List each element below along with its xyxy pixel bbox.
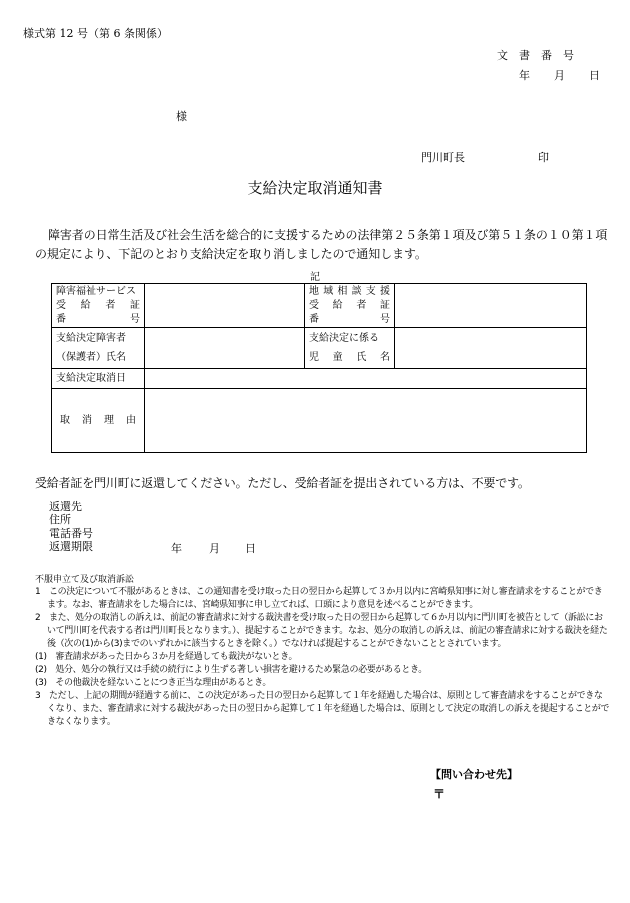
date-day: 日 <box>589 69 600 82</box>
date-year: 年 <box>519 69 530 82</box>
cancel-date-label: 支給決定取消日 <box>52 369 145 389</box>
certificate-number-row <box>52 284 587 328</box>
return-deadline: 返還期限 <box>49 540 93 553</box>
label-line: 取消理由 <box>60 414 136 426</box>
note-2: 2 また、処分の取消しの訴えは、前記の審査請求に対する裁決書を受け取った日の翌日から起算して６か月以内に門川町を被告として（訴訟において門川町を代表する者は門川町長となります。）、提起することができます。なお、処分の取消しの訴えは、前記の審査請求に対する裁決を経た後（次の(1)から(3)までのいずれかに該当するときを除く。）でなければ提起することができないこととされています。 <box>35 613 608 649</box>
child-value <box>395 328 587 369</box>
label-line: 番号 <box>56 313 140 325</box>
child-label <box>305 328 395 369</box>
note-1: 1 この決定について不服があるときは、この通知書を受け取った日の翌日から起算して３か月以内に宮崎県知事に対し審査請求をすることができます。なお、審査請求をした場合には、宮崎県知事に申し立てれば、口頭により意見を述べることができます。 <box>35 587 603 610</box>
label-line: 番号 <box>309 313 390 325</box>
addressee-suffix: 様 <box>176 110 187 123</box>
label-line: 受給者証 <box>309 299 390 311</box>
return-notice: 受給者証を門川町に返還してください。ただし、受給者証を提出されている方は、不要です。 <box>35 476 530 490</box>
reason-label <box>52 389 145 453</box>
date-month: 月 <box>554 69 565 82</box>
label-line: 児童氏名 <box>309 352 390 363</box>
appeal-heading: 不服申立て及び取消訴訟 <box>35 575 135 585</box>
deadline-month: 月 <box>209 542 220 555</box>
label-line: （保護者）氏名 <box>56 352 126 363</box>
consult-cert-value <box>395 284 587 328</box>
note-2-sub-1: (1) 審査請求があった日から３か月を経過しても裁決がないとき。 <box>35 652 298 662</box>
deadline-year: 年 <box>171 542 182 555</box>
cancel-date-value <box>145 369 587 389</box>
reason-value <box>145 389 587 453</box>
note-3: 3 ただし、上記の期間が経過する前に、この決定があった日の翌日から起算して１年を経過した場合は、原則として審査請求をすることができなくなり、また、審査請求に対する裁決があった日の翌日から起算して１年を経過した場合は、原則として決定の取消しの訴えを提起することができなくなります。 <box>35 691 610 727</box>
label-line: 地域相談支援 <box>309 285 390 297</box>
return-phone: 電話番号 <box>49 527 93 540</box>
ki-mark: 記 <box>310 272 320 283</box>
document-number-label: 文書番号 <box>497 49 585 62</box>
return-destination: 返還先 <box>49 500 82 513</box>
note-2-sub-2: (2) 処分、処分の執行又は手続の続行により生ずる著しい損害を避けるため緊急の必要があるとき。 <box>35 665 427 675</box>
reason-row <box>52 389 587 453</box>
seal-mark: 印 <box>538 151 549 164</box>
label-line: 障害福祉サービス <box>56 285 136 297</box>
label-line: 支給決定障害者 <box>56 333 126 344</box>
decision-table <box>51 283 587 453</box>
cancel-date-row <box>52 369 587 389</box>
deadline-day: 日 <box>245 542 256 555</box>
document-title: 支給決定取消通知書 <box>247 179 383 197</box>
note-2-sub-3: (3) その他裁決を経ないことにつき正当な理由があるとき。 <box>35 678 272 688</box>
return-address: 住所 <box>49 513 71 526</box>
service-cert-value <box>145 284 305 328</box>
recipient-value <box>145 328 305 369</box>
service-cert-label <box>52 284 145 328</box>
inquiry-heading: 【問い合わせ先】 <box>430 768 518 781</box>
issue-date <box>519 67 600 83</box>
form-number: 様式第 12 号（第 6 条関係） <box>23 27 168 40</box>
recipient-label <box>52 328 145 369</box>
postal-mark: 〒 <box>433 787 446 801</box>
appeal-notes <box>35 586 610 729</box>
consult-cert-label <box>305 284 395 328</box>
notice-body: 障害者の日常生活及び社会生活を総合的に支援するための法律第２５条第１項及び第５１条の１０第１項の規定により、下記のとおり支給決定を取り消しましたので通知します。 <box>35 228 608 261</box>
label-line: 支給決定に係る <box>309 333 379 344</box>
issuer-name: 門川町長 <box>421 151 465 164</box>
name-row <box>52 328 587 369</box>
label-line: 受給者証 <box>56 299 140 311</box>
